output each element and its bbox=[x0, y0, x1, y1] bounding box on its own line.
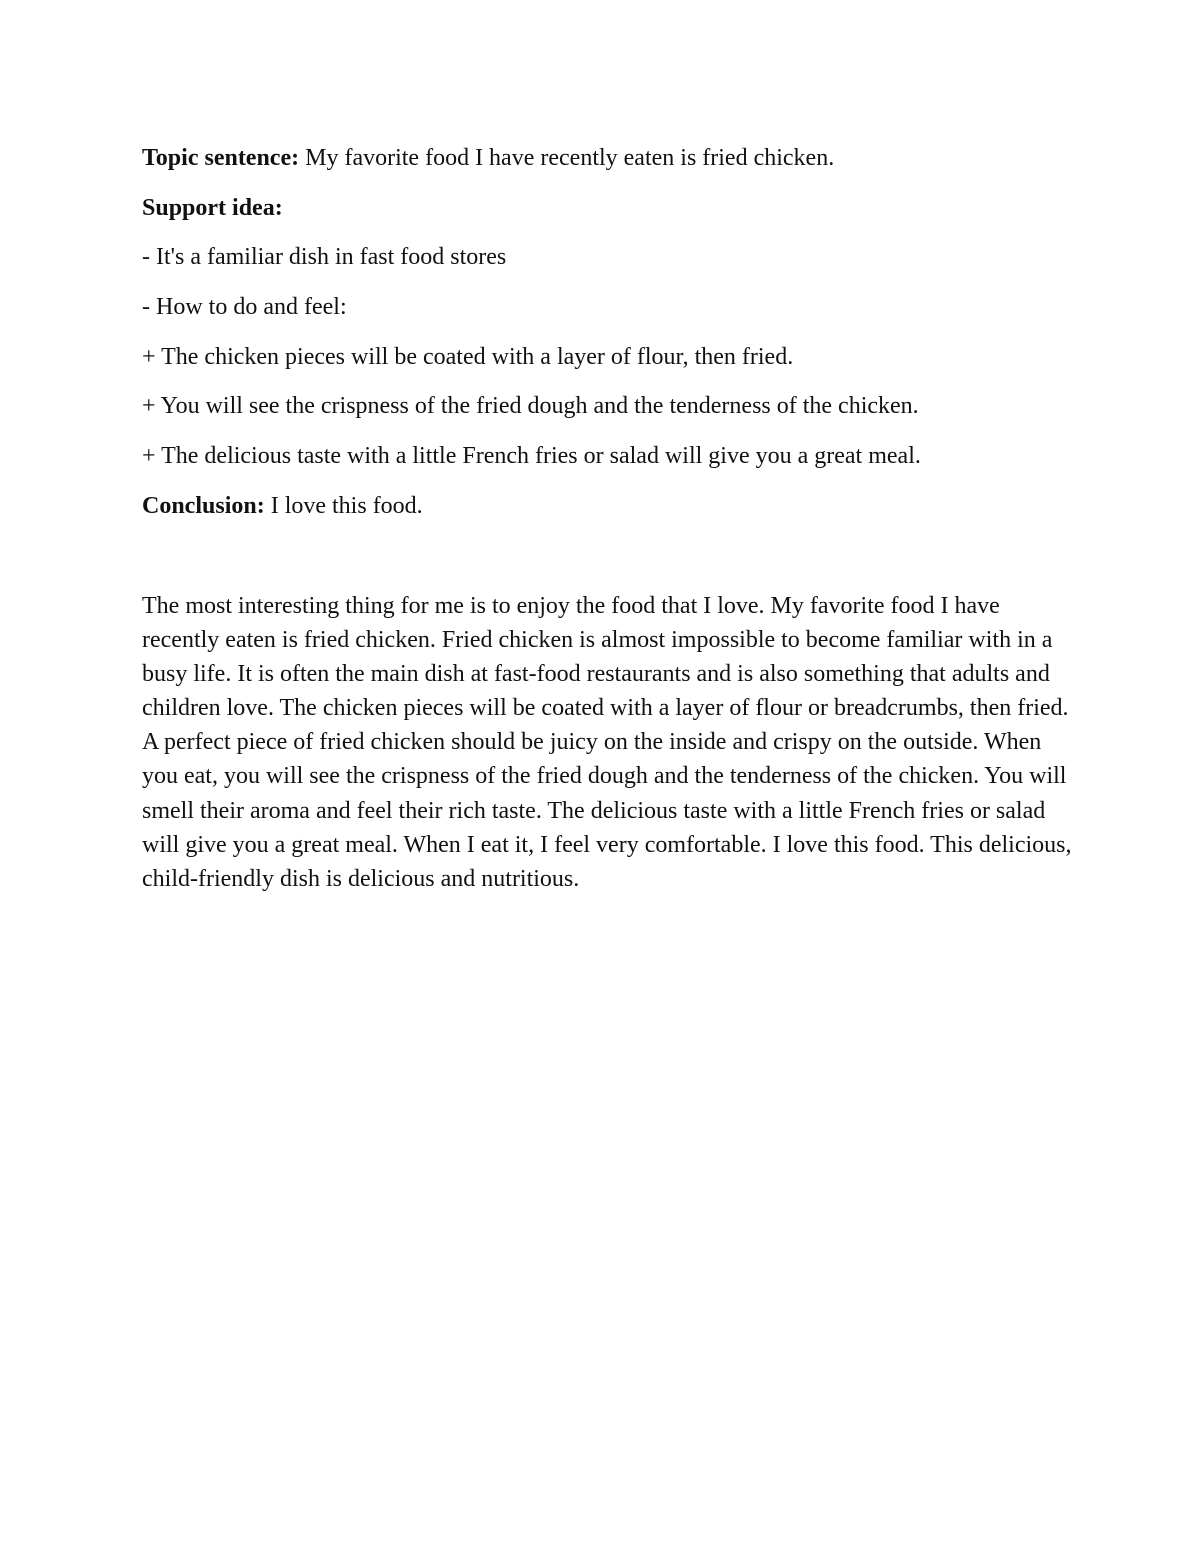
support-idea-line bbox=[142, 191, 1072, 225]
outline-item: + The delicious taste with a little French fries or salad will give you a great meal. bbox=[142, 443, 921, 470]
conclusion-label: Conclusion: bbox=[142, 492, 265, 519]
topic-sentence-label: Topic sentence: bbox=[142, 145, 300, 171]
conclusion-text: I love this food. bbox=[264, 492, 423, 519]
topic-sentence-line bbox=[142, 141, 1072, 175]
outline-item: - It's a familiar dish in fast food stores bbox=[142, 244, 507, 271]
essay-outline bbox=[142, 141, 1072, 539]
outline-item: + The chicken pieces will be coated with a layer of flour, then fried. bbox=[142, 343, 794, 370]
essay-paragraph: The most interesting thing for me is to enjoy the food that I love. My favorite food I have recently eaten is fried chicken. Fried chicken is almost impossible to become familiar with in a busy life. It is often the main dish at fast-food restaurants and is also something that adults and children love. The chicken pieces will be coated with a layer of flour or breadcrumbs, then fried. A perfect piece of fried chicken should be juicy on the inside and crispy on the outside. When you eat, you will see the crispness of the fried dough and the tenderness of the chicken. You will smell their aroma and feel their rich taste. The delicious taste with a little French fries or salad will give you a great meal. When I eat it, I feel very comfortable. I love this food. This delicious, child-friendly dish is delicious and nutritious. bbox=[142, 593, 1072, 892]
topic-sentence-text: My favorite food I have recently eaten is fried chicken. bbox=[299, 145, 835, 171]
outline-item: - How to do and feel: bbox=[142, 294, 347, 321]
support-idea-label: Support idea: bbox=[142, 194, 283, 221]
outline-item: + You will see the crispness of the fried dough and the tenderness of the chicken. bbox=[142, 393, 919, 420]
conclusion-line bbox=[142, 489, 1072, 523]
